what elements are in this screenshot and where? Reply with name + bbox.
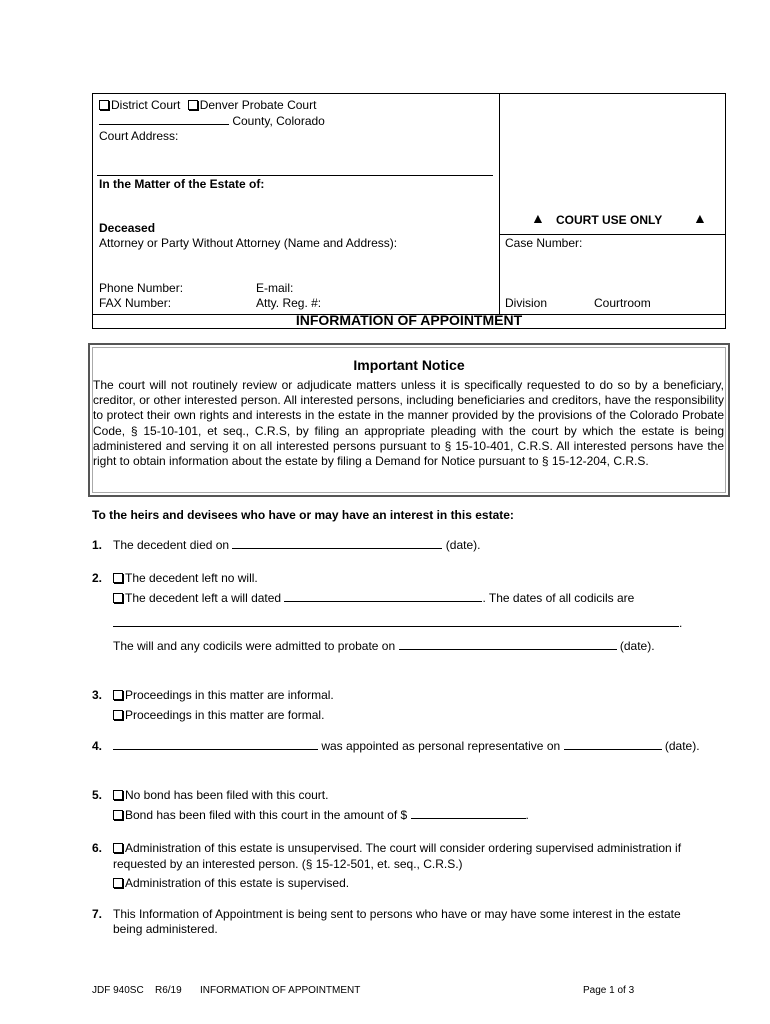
denver-probate-court-label: Denver Probate Court [199, 98, 317, 112]
form-title: INFORMATION OF APPOINTMENT [295, 312, 523, 328]
admitted-date-blank[interactable] [399, 649, 617, 650]
atty-reg-label: Atty. Reg. #: [256, 296, 322, 310]
item-number: 3. [92, 688, 103, 702]
caption-divider [499, 94, 500, 314]
informal-checkbox[interactable] [113, 690, 123, 700]
attorney-label: Attorney or Party Without Attorney (Name and Address): [99, 236, 398, 250]
unsupervised-option [113, 841, 681, 855]
will-dated-label: The decedent left a will dated [125, 591, 282, 605]
item-1 [113, 538, 480, 552]
item-number: 7. [92, 907, 103, 921]
email-label: E-mail: [256, 281, 294, 295]
item-4 [113, 739, 700, 753]
division-label: Division [505, 296, 548, 310]
court-use-only-label: COURT USE ONLY [556, 213, 663, 227]
case-number-label: Case Number: [505, 236, 583, 250]
no-will-label: The decedent left no will. [125, 571, 258, 585]
codicils-label: . The dates of all codicils are [482, 591, 635, 605]
unsupervised-label-continued: requested by an interested person. (§ 15-12-501, et. seq., C.R.S.) [113, 857, 463, 871]
bond-filed-label: Bond has been filed with this court in the amount of $ [125, 808, 408, 822]
formal-label: Proceedings in this matter are formal. [125, 708, 325, 722]
heirs-heading: To the heirs and devisees who have or may have an interest in this estate: [92, 508, 514, 522]
notice-title: Important Notice [353, 357, 465, 373]
supervised-option [113, 876, 349, 890]
unsupervised-checkbox[interactable] [113, 843, 123, 853]
district-court-checkbox[interactable] [99, 100, 109, 110]
footer-page: Page 1 of 3 [583, 985, 635, 996]
admitted-label: The will and any codicils were admitted to probate on [113, 639, 396, 653]
informal-label: Proceedings in this matter are informal. [125, 688, 334, 702]
no-bond-checkbox[interactable] [113, 790, 123, 800]
up-arrow-icon: ▲ [531, 210, 545, 226]
unsupervised-label: Administration of this estate is unsupervised. The court will consider ordering supervised administration if [125, 841, 682, 855]
caption-box [92, 93, 726, 329]
item-number: 1. [92, 538, 103, 552]
item-7-line-1: This Information of Appointment is being sent to persons who have or may have some interest in the estate [113, 907, 681, 921]
item-number: 6. [92, 841, 103, 855]
courtroom-label: Courtroom [594, 296, 651, 310]
decedent-died-label: The decedent died on [113, 538, 230, 552]
item-number: 5. [92, 788, 103, 802]
item-number: 4. [92, 739, 103, 753]
informal-option [113, 688, 334, 702]
denver-probate-court-checkbox[interactable] [188, 100, 198, 110]
bond-filed-option [113, 808, 529, 822]
county-suffix: County, Colorado [232, 114, 325, 128]
will-date-blank[interactable] [284, 601, 482, 602]
matter-label: In the Matter of the Estate of: [99, 177, 265, 191]
codicils-period: . [679, 616, 683, 630]
bond-filed-checkbox[interactable] [113, 810, 123, 820]
admitted-line [113, 639, 655, 653]
item-number: 2. [92, 571, 103, 585]
county-line [99, 114, 325, 128]
county-blank[interactable] [99, 124, 229, 125]
footer-revision: R6/19 [155, 985, 182, 996]
no-bond-option [113, 788, 328, 802]
important-notice-box [88, 343, 730, 497]
supervised-label: Administration of this estate is supervised. [125, 876, 350, 890]
bond-amount-blank[interactable] [411, 818, 526, 819]
item-7-line-2: being administered. [113, 922, 218, 936]
date-suffix: (date). [445, 538, 481, 552]
up-arrow-icon: ▲ [693, 210, 707, 226]
deceased-label: Deceased [99, 221, 156, 235]
no-bond-label: No bond has been filed with this court. [125, 788, 329, 802]
formal-option [113, 708, 324, 722]
district-court-label: District Court [111, 98, 181, 112]
date-suffix: (date). [664, 739, 700, 753]
court-use-divider [499, 234, 725, 235]
date-suffix: (date). [619, 639, 655, 653]
footer-form-id: JDF 940SC [92, 985, 144, 996]
death-date-blank[interactable] [232, 548, 442, 549]
will-dated-checkbox[interactable] [113, 593, 123, 603]
supervised-checkbox[interactable] [113, 878, 123, 888]
no-will-checkbox[interactable] [113, 573, 123, 583]
appointment-date-blank[interactable] [564, 749, 662, 750]
court-address-blank[interactable] [97, 161, 493, 176]
will-dated-option [113, 591, 634, 605]
court-selection [99, 98, 316, 112]
bond-period: . [525, 808, 529, 822]
notice-body: The court will not routinely review or adjudicate matters unless it is specifically requested to do so by a beneficiary, creditor, or other interested person. All interested persons, including beneficiaries and creditors, have the responsibility to protect their own rights and interests in the estate in the manner provided by the provisions of the Colorado Probate Code, § 15-10-101, et seq., C.R.S, by filing an appropriate pleading with the court by which the estate is being administered and serving it on all interested persons pursuant to § 15-10-401, C.R.S. All interested persons have the right to obtain information about the estate by filing a Demand for Notice pursuant to § 15-12-204, C.R.S. [93, 378, 724, 469]
representative-name-blank[interactable] [113, 749, 318, 750]
no-will-option [113, 571, 258, 585]
formal-checkbox[interactable] [113, 710, 123, 720]
codicils-line [113, 616, 682, 630]
appointed-label: was appointed as personal representative on [321, 739, 561, 753]
codicil-dates-blank[interactable] [113, 626, 679, 627]
fax-label: FAX Number: [99, 296, 172, 310]
phone-label: Phone Number: [99, 281, 184, 295]
footer-title: INFORMATION OF APPOINTMENT [200, 985, 361, 996]
court-address-label: Court Address: [99, 129, 179, 143]
